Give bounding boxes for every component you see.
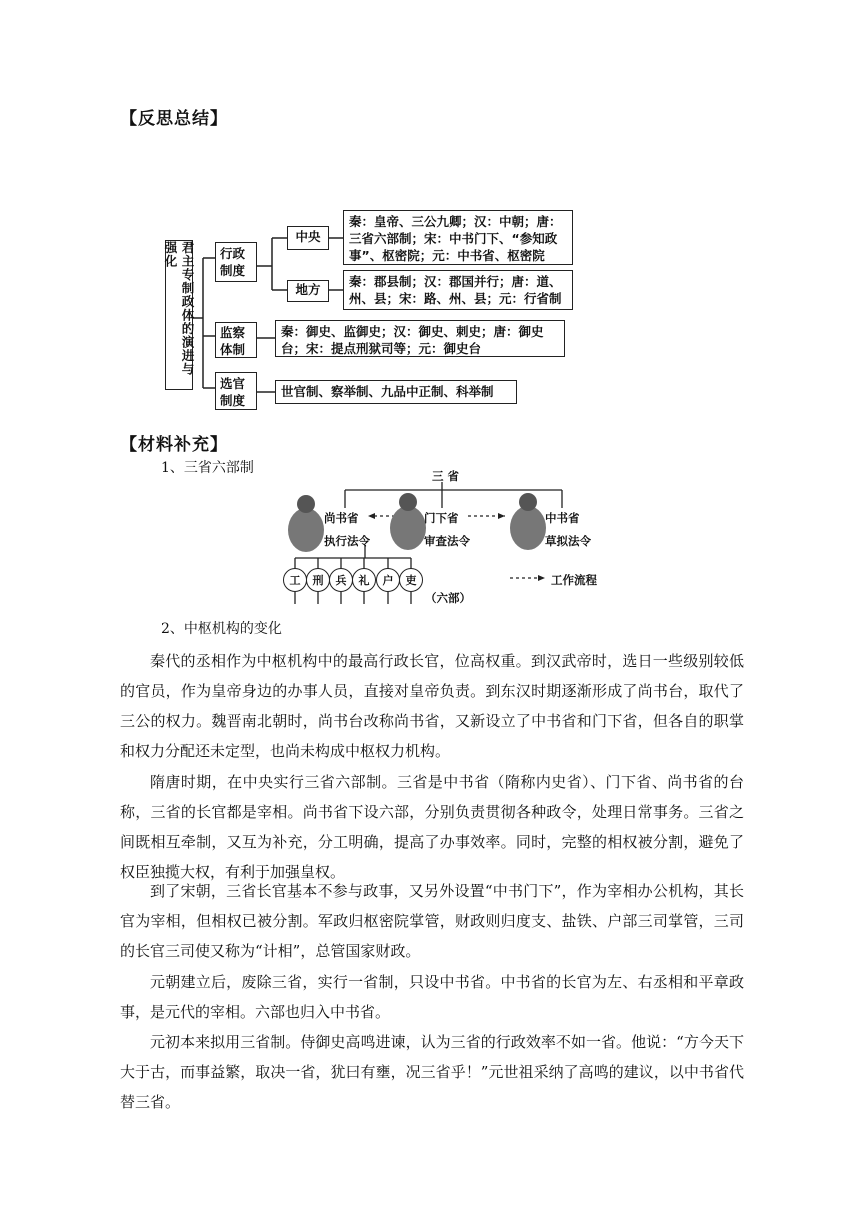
paragraph-1: 秦代的丞相作为中枢机构中的最高行政长官，位高权重。到汉武帝时，选日一些级别较低的官员，作为皇帝身边的办事人员，直接对皇帝负责。到东汉时期逐渐形成了尚书台，取代了三公的权力。魏晋南北朝时，尚书台改称尚书省，又新设立了中书省和门下省，但各自的职掌和权力分配还未定型，也尚未构成中枢权力机构。 <box>120 652 744 760</box>
paragraph-5: 元初本来拟用三省制。侍御史高鸣进谏，认为三省的行政效率不如一省。他说：“方今天下大于古，而事益繁，取决一省，犹曰有壅，况三省乎！”元世祖采纳了高鸣的建议，以中书省代替三省。 <box>120 1033 744 1111</box>
fig-zhongshu: 中书省 <box>545 511 580 525</box>
dept-li-personnel: 吏 <box>399 568 423 592</box>
mindmap-supervision-detail: 秦：御史、监御史；汉：御史、刺史；唐：御史台；宋：提点刑狱司等；元：御史台 <box>275 320 565 357</box>
dept-gong: 工 <box>283 568 307 592</box>
fig-exec: 执行法令 <box>324 534 370 548</box>
mindmap-central-detail: 秦：皇帝、三公九卿；汉：中朝；唐：三省六部制；宋：中书门下、“参知政事”、枢密院；元：中书省、枢密院 <box>343 210 573 265</box>
dept-bing: 兵 <box>329 568 353 592</box>
mindmap-central: 中央 <box>287 226 329 250</box>
fig-shangshu: 尚书省 <box>324 511 359 525</box>
paragraph-3: 到了宋朝，三省长官基本不参与政事，又另外设置“中书门下”，作为宰相办公机构，其长官为宰相，但相权已被分割。军政归枢密院掌管，财政则归度支、盐铁、户部三司掌管，三司的长官三司使又称为“计相”，总管国家财政。 <box>120 882 744 960</box>
mindmap-admin: 行政制度 <box>215 242 257 282</box>
mindmap-selection-detail: 世官制、察举制、九品中正制、科举制 <box>275 380 517 404</box>
fig-top-label: 三 省 <box>432 469 460 483</box>
fig-menxia: 门下省 <box>424 511 459 525</box>
dept-hu: 户 <box>376 568 400 592</box>
mindmap-root: 君主专制政体的演进与强化 <box>165 240 193 390</box>
official-figure-left <box>288 495 324 552</box>
heading-reflection: 【反思总结】 <box>120 109 228 129</box>
fig-review: 审查法令 <box>424 534 470 548</box>
heading-supplement: 【材料补充】 <box>120 435 228 455</box>
dept-xing: 刑 <box>306 568 330 592</box>
fig-six: （六部） <box>425 591 471 605</box>
official-figure-right <box>510 493 546 550</box>
fig-draft: 草拟法令 <box>545 534 591 548</box>
paragraph-2: 隋唐时期，在中央实行三省六部制。三省是中书省（隋称内史省）、门下省、尚书省的台称，三省的长官都是宰相。尚书省下设六部，分别负责贯彻各种政令，处理日常事务。三省之间既相互牵制，又互为补充，分工明确，提高了办事效率。同时，完整的相权被分割，避免了权臣独揽大权，有利于加强皇权。 <box>120 773 744 881</box>
paragraph-4: 元朝建立后，废除三省，实行一省制，只设中书省。中书省的长官为左、右丞相和平章政事，是元代的宰相。六部也归入中书省。 <box>120 973 744 1021</box>
mindmap-local: 地方 <box>287 280 329 302</box>
mindmap-selection: 选官制度 <box>215 372 257 410</box>
section2-title: 2、中枢机构的变化 <box>161 621 282 637</box>
mindmap-supervision: 监察体制 <box>215 322 257 358</box>
official-figure-center <box>390 493 426 550</box>
fig-legend: 工作流程 <box>551 573 597 587</box>
section1-title: 1、三省六部制 <box>161 460 254 476</box>
dept-li-rites: 礼 <box>352 568 376 592</box>
mindmap-local-detail: 秦：郡县制；汉：郡国并行；唐：道、州、县；宋：路、州、县；元：行省制 <box>343 270 573 310</box>
